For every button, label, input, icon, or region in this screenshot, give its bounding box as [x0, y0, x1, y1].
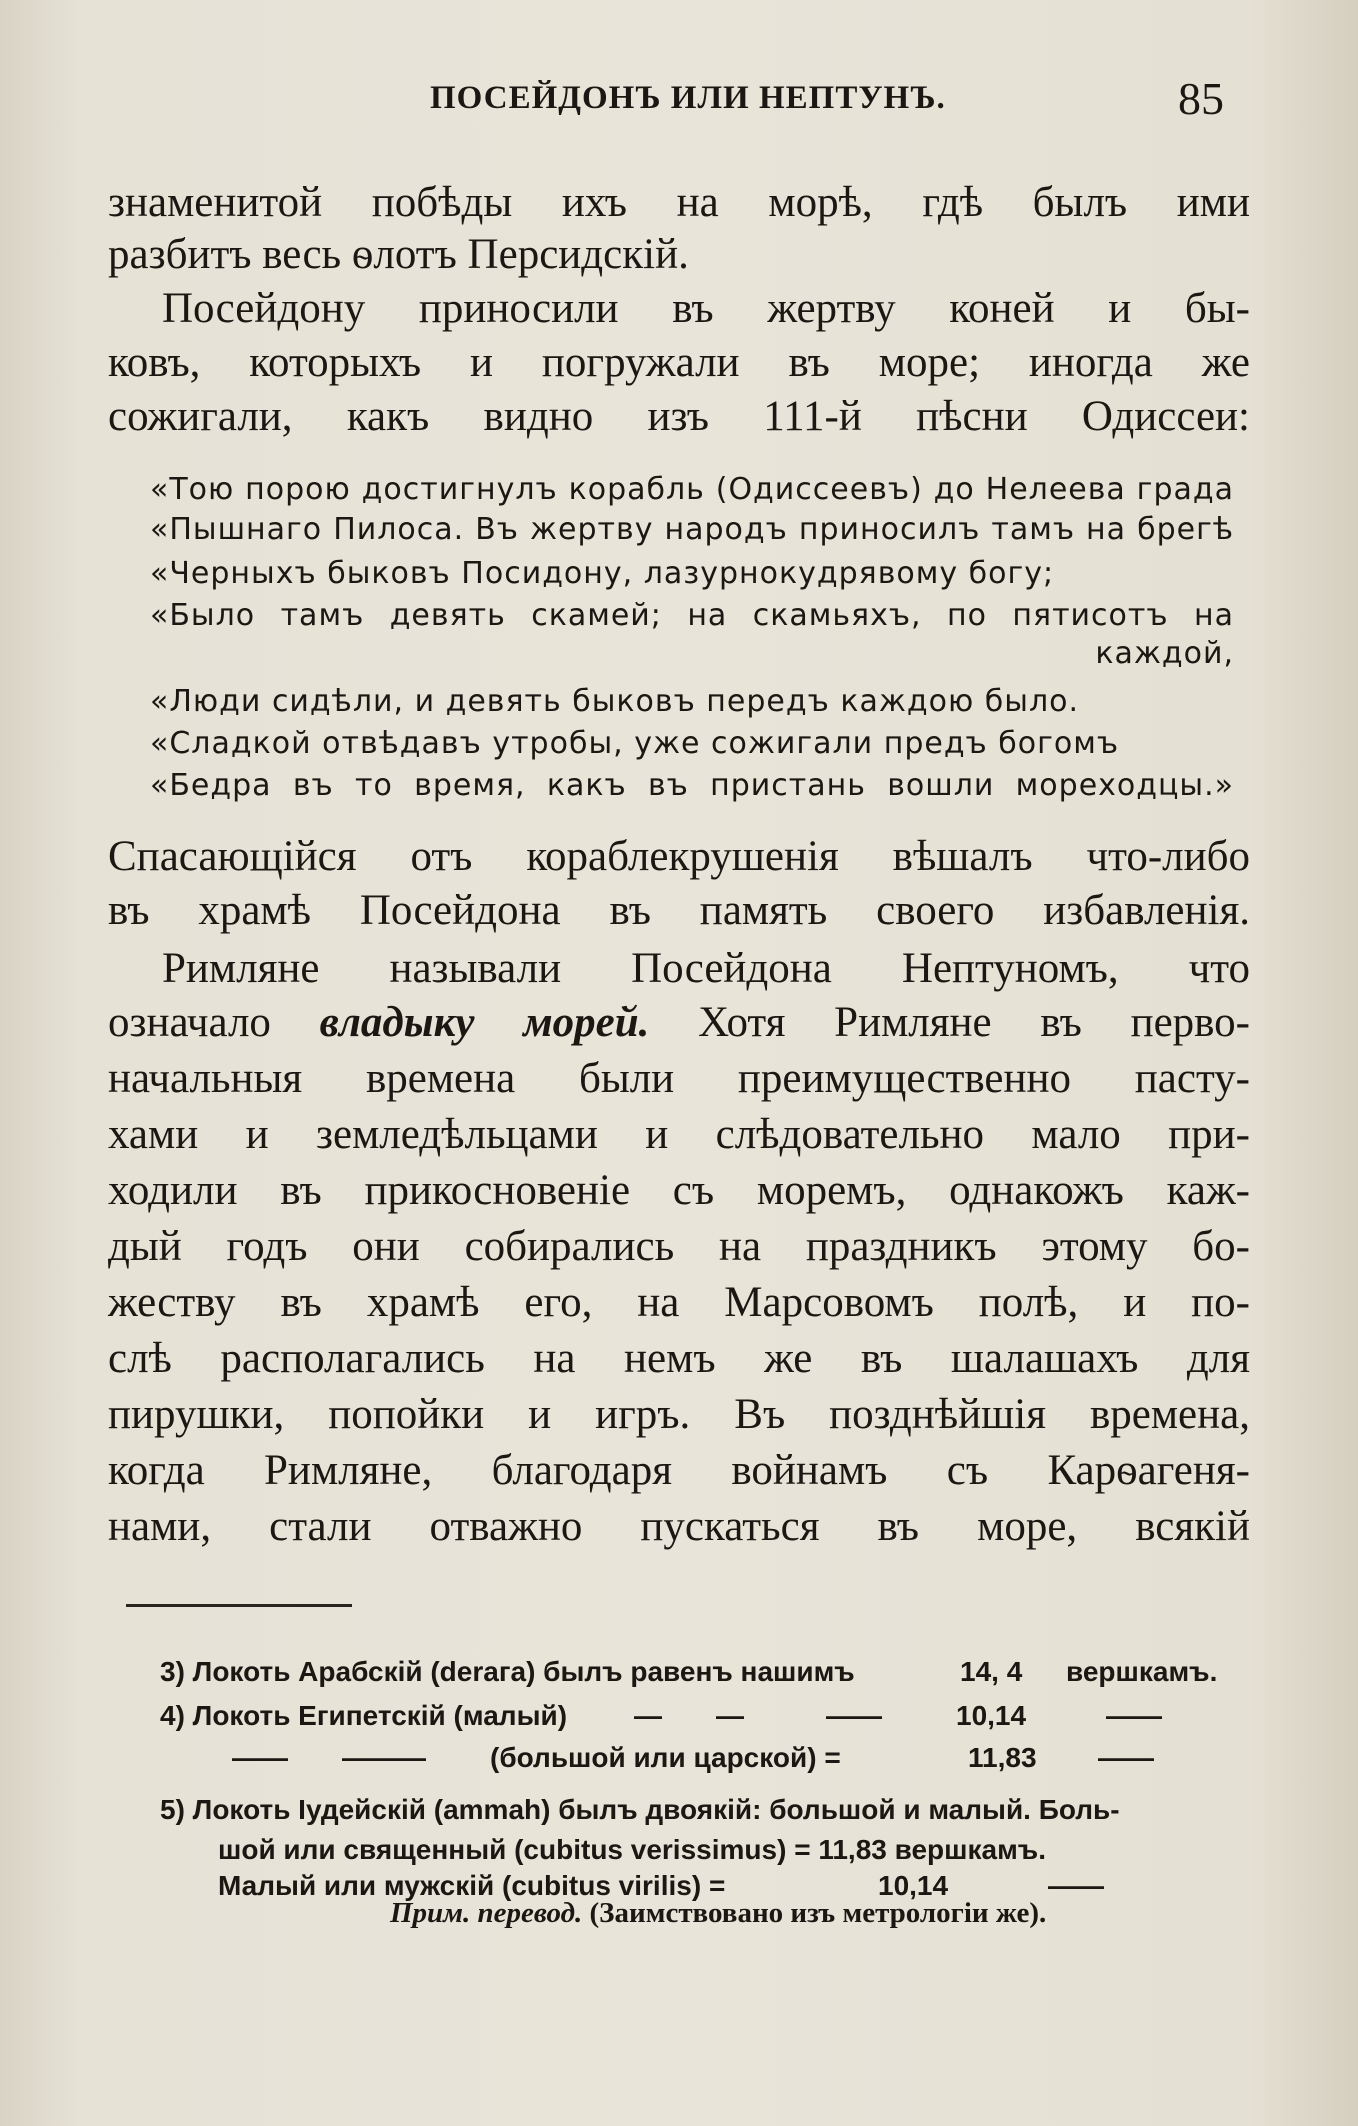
- body-line-with-emphasis: [108, 998, 1250, 1047]
- page-number: 85: [1178, 73, 1224, 124]
- text-after-emphasis: Хотя Римляне въ перво-: [698, 999, 1250, 1046]
- verse-line: каждой,: [1095, 636, 1234, 671]
- verse-line: «Тою порою достигнулъ корабль (Одиссеевъ) до Нелеева града: [150, 472, 1234, 507]
- footnote-4-text: 4) Локоть Египетскій (малый): [160, 1700, 568, 1731]
- body-line: ходили въ прикосновеніе съ моремъ, однакожъ каж-: [108, 1167, 1250, 1214]
- verse-line: «Пышнаго Пилоса. Въ жертву народъ приносилъ тамъ на брегѣ: [150, 512, 1234, 547]
- translator-note-text: (Заимствовано изъ метрологіи же).: [589, 1897, 1047, 1929]
- body-line: Спасающійся отъ кораблекрушенія вѣшалъ что-либо: [108, 833, 1250, 880]
- body-line: ковъ, которыхъ и погружали въ море; иногда же: [108, 339, 1250, 386]
- footnote-5-small-value: 10,14: [878, 1870, 949, 1901]
- translator-note: [390, 1897, 1046, 1930]
- text-before-emphasis: означало: [108, 999, 271, 1046]
- verse-line: «Черныхъ быковъ Посидону, лазурнокудрявому богу;: [150, 556, 1055, 591]
- body-line: дый годъ они собирались на праздникъ этому бо-: [108, 1223, 1250, 1270]
- footnote-3-text: 3) Локоть Арабскій (derага) былъ равенъ нашимъ: [160, 1656, 855, 1687]
- page-header: [0, 70, 1358, 130]
- footnote-5: 5) Локоть Іудейскій (ammah) былъ двоякій: большой и малый. Боль-: [160, 1794, 1120, 1825]
- ditto-dash: —: [716, 1700, 744, 1731]
- translator-note-label: Прим. перевод.: [390, 1897, 583, 1929]
- footnote-3-unit: вершкамъ.: [1066, 1656, 1218, 1687]
- ditto-dash: ——: [1048, 1870, 1104, 1901]
- body-line: Римляне называли Посейдона Нептуномъ, что: [162, 945, 1250, 992]
- ditto-dash: ——: [1106, 1700, 1162, 1731]
- ditto-dash: ——: [232, 1742, 288, 1773]
- ditto-dash: ——: [826, 1700, 882, 1731]
- ditto-dash: ———: [342, 1742, 426, 1773]
- footnote-4-large-label: (большой или царской) =: [490, 1742, 841, 1773]
- body-line: нами, стали отважно пускаться въ море, всякій: [108, 1503, 1250, 1550]
- ditto-dash: —: [634, 1700, 662, 1731]
- ditto-dash: ——: [1098, 1742, 1154, 1773]
- body-line: жеству въ храмѣ его, на Марсовомъ полѣ, и по-: [108, 1279, 1250, 1326]
- body-line: пирушки, попойки и игръ. Въ позднѣйшія времена,: [108, 1391, 1250, 1438]
- footnote-5-line-2: шой или священный (cubitus verissimus) = 11,83 вершкамъ.: [218, 1834, 1046, 1865]
- body-line: въ храмѣ Посейдона въ память своего избавленія.: [108, 887, 1250, 934]
- footnote-4-value: 10,14: [956, 1700, 1027, 1731]
- verse-line: «Было тамъ девять скамей; на скамьяхъ, по пятисотъ на: [150, 598, 1234, 633]
- emphasized-phrase: владыку морей.: [319, 999, 650, 1046]
- verse-line: «Сладкой отвѣдавъ утробы, уже сожигали предъ богомъ: [150, 726, 1120, 761]
- body-line: начальныя времена были преимущественно пасту-: [108, 1055, 1250, 1102]
- body-line: хами и земледѣльцами и слѣдовательно мало при-: [108, 1111, 1250, 1158]
- verse-line: «Люди сидѣли, и девять быковъ передъ каждою было.: [150, 684, 1080, 719]
- body-line: разбитъ весь ѳлотъ Персидскій.: [108, 231, 689, 278]
- body-line: слѣ располагались на немъ же въ шалашахъ для: [108, 1335, 1250, 1382]
- footnote-4-large-value: 11,83: [968, 1742, 1037, 1773]
- body-line: когда Римляне, благодаря войнамъ съ Карѳагеня-: [108, 1447, 1250, 1494]
- footnote-divider: [126, 1604, 352, 1607]
- body-line: Посейдону приносили въ жертву коней и бы-: [162, 285, 1250, 332]
- running-title: ПОСЕЙДОНЪ ИЛИ НЕПТУНЪ.: [430, 80, 946, 116]
- footnote-5-small-label: Малый или мужскій (cubitus virilis) =: [218, 1870, 726, 1901]
- footnote-3-value: 14, 4: [960, 1656, 1023, 1687]
- verse-line: «Бедра въ то время, какъ въ пристань вошли мореходцы.»: [150, 768, 1234, 803]
- body-line: знаменитой побѣды ихъ на морѣ, гдѣ былъ ими: [108, 179, 1250, 226]
- body-line: сожигали, какъ видно изъ 111-й пѣсни Одиссеи:: [108, 393, 1250, 440]
